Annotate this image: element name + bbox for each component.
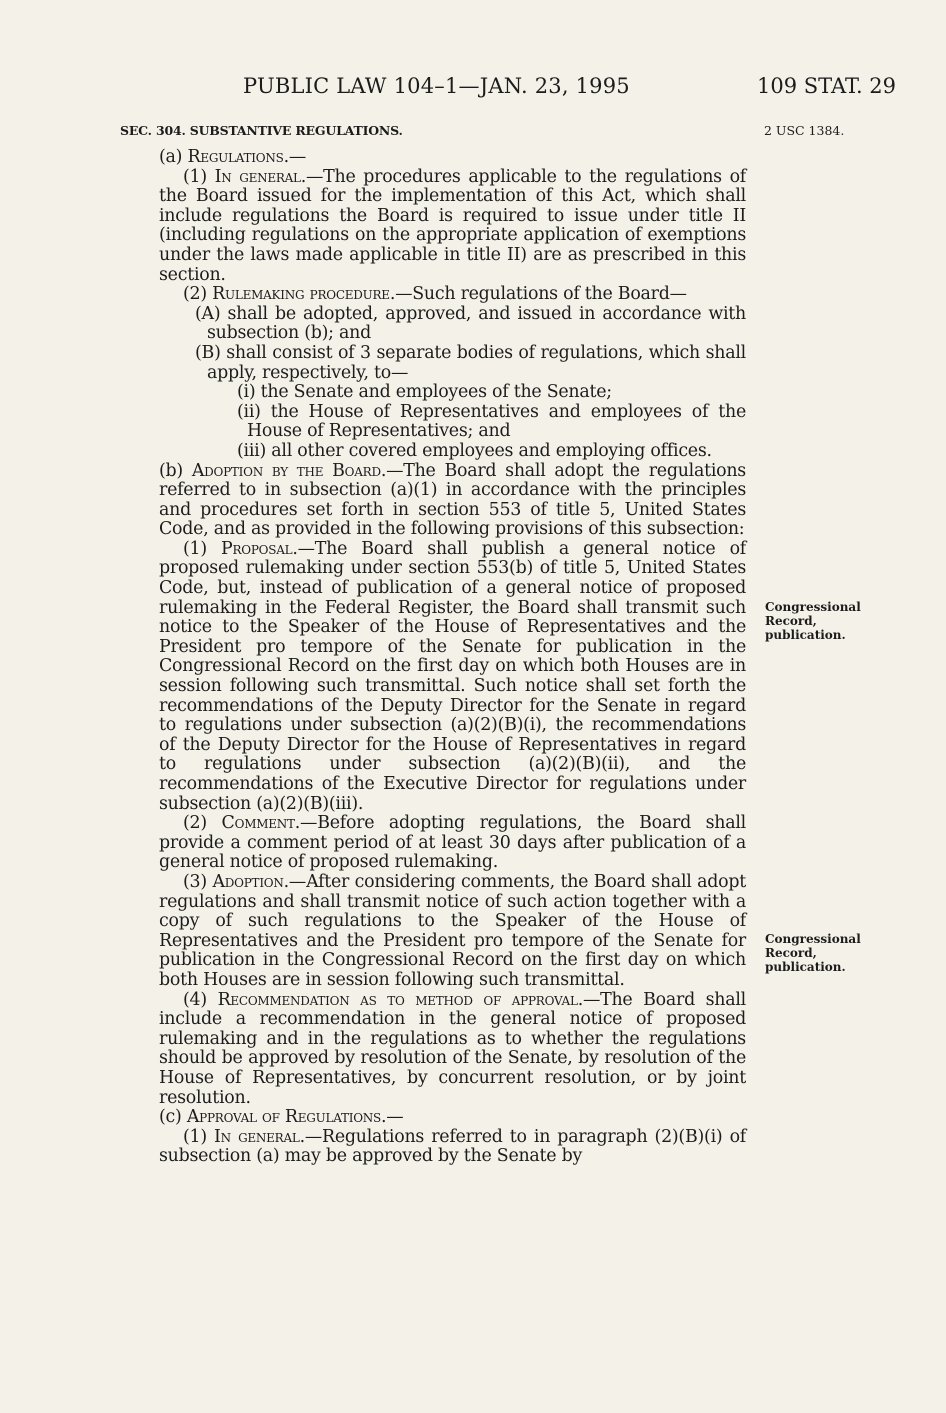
paragraph-a-2-A: (A) shall be adopted, approved, and issued in accordance with subsection (b); and [195, 303, 746, 344]
paragraph-b-1: (1) Proposal.—The Board shall publish a general notice of proposed rulemaking under section 553(b) of title 5, United States Code, but, instead of publication of a general notice of proposed rulemaking in the Federal Register, the Board shall transmit such notice to the Speaker of the House of Representatives and the President pro tempore of the Senate for publication in the Congressional Record on the first day on which both Houses are in session following such transmittal. Such notice shall set forth the recommendations of the Deputy Director for the Senate in regard to regulations under subsection (a)(2)(B)(i), the recommendations of the Deputy Director for the House of Representatives in regard to regulations under subsection (a)(2)(B)(ii), and the recommendations of the Executive Director for regulations under subsection (a)(2)(B)(iii). [159, 538, 746, 814]
paragraph-a-2-B-iii: (iii) all other covered employees and employing offices. [237, 440, 712, 461]
usc-citation: 2 USC 1384. [764, 123, 845, 138]
paragraph-c: (c) Approval of Regulations.— [159, 1107, 404, 1128]
paragraph-b-3: (3) Adoption.—After considering comments, the Board shall adopt regulations and shall transmit notice of such action together with a copy of such regulations to the Speaker of the House of Representatives and the President pro tempore of the Senate for publication in the Congressional Record on the first day on which both Houses are in session following such transmittal. [159, 871, 746, 990]
section-body [159, 148, 746, 1167]
section-heading: SEC. 304. SUBSTANTIVE REGULATIONS. [120, 123, 403, 138]
paragraph-c-1: (1) In general.—Regulations referred to in paragraph (2)(B)(i) of subsection (a) may be approved by the Senate by [159, 1126, 746, 1167]
paragraph-a-2: (2) Rulemaking procedure.—Such regulations of the Board— [183, 284, 687, 305]
paragraph-a-2-B-ii: (ii) the House of Representatives and employees of the House of Representatives; and [237, 401, 746, 442]
paragraph-b-2: (2) Comment.—Before adopting regulations, the Board shall provide a comment period of at least 30 days after publication of a general notice of proposed rulemaking. [159, 813, 746, 873]
paragraph-a-2-B-i: (i) the Senate and employees of the Senate; [237, 382, 612, 403]
running-head: PUBLIC LAW 104–1—JAN. 23, 1995 [243, 74, 630, 98]
paragraph-a: (a) Regulations.— [159, 147, 306, 167]
stat-page-number: 109 STAT. 29 [757, 74, 897, 98]
margin-note-adoption: Congressional Record, publication. [765, 932, 861, 974]
paragraph-b-4: (4) Recommendation as to method of approval.—The Board shall include a recommendation in the general notice of proposed rulemaking and in the regulations as to whether the regulations should be approved by resolution of the Senate, by resolution of the House of Representatives, by concurrent resolution, or by joint resolution. [159, 989, 746, 1108]
paragraph-a-2-B: (B) shall consist of 3 separate bodies of regulations, which shall apply, respectively, to— [195, 342, 746, 383]
paragraph-b: (b) Adoption by the Board.—The Board shall adopt the regulations referred to in subsection (a)(1) in accordance with the principles and procedures set forth in section 553 of title 5, United States Code, and as provided in the following provisions of this subsection: [159, 460, 746, 540]
margin-note-proposal: Congressional Record, publication. [765, 600, 861, 642]
paragraph-a-1: (1) In general.—The procedures applicable to the regulations of the Board issued for the implementation of this Act, which shall include regulations the Board is required to issue under title II (including regulations on the appropriate application of exemptions under the laws made applicable in title II) are as prescribed in this section. [159, 166, 746, 285]
